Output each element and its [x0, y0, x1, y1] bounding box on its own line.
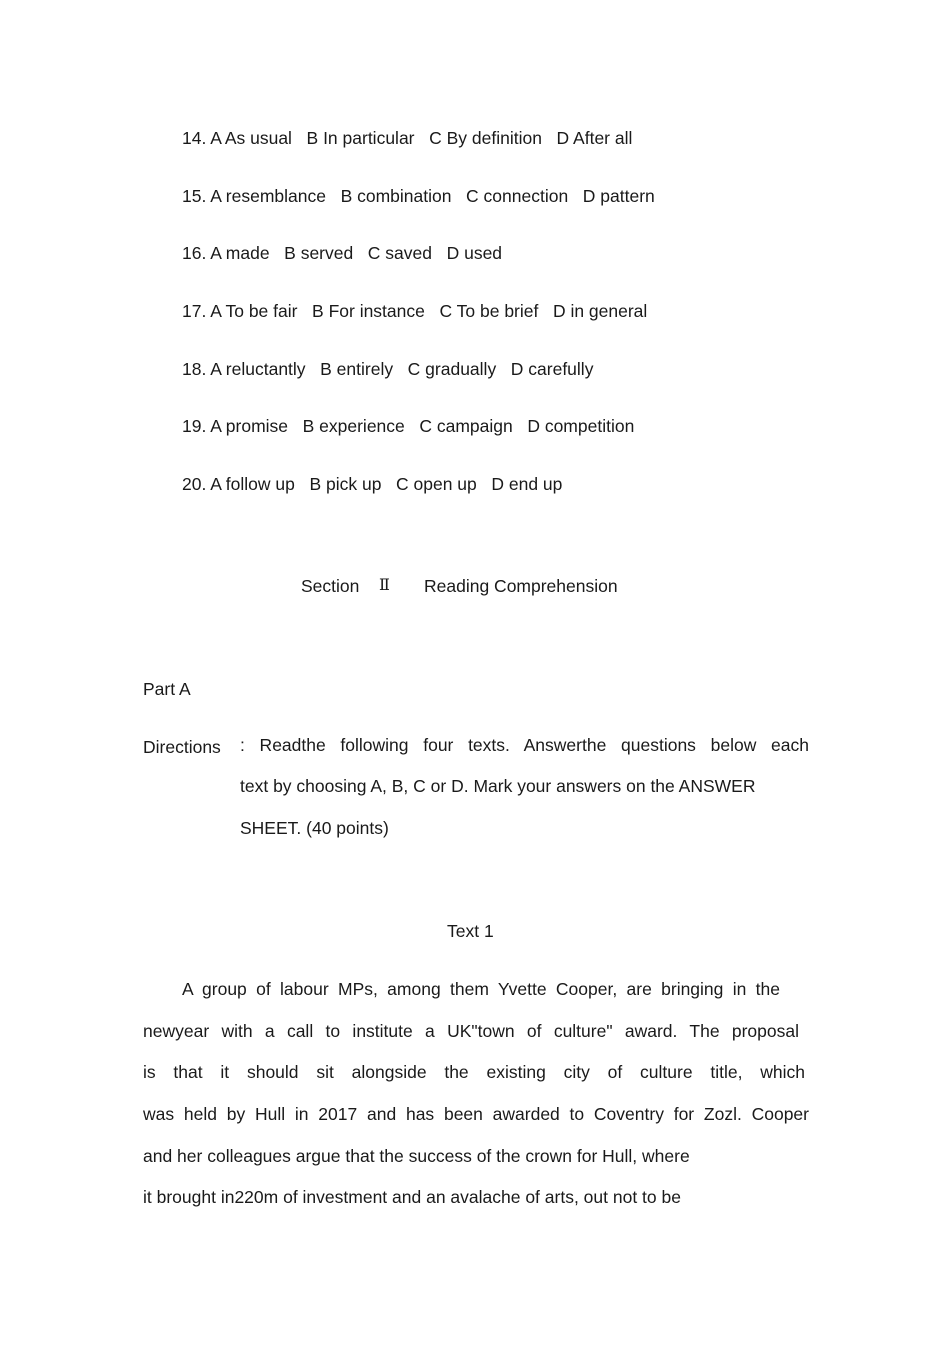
directions-line-3: SHEET. (40 points)	[240, 818, 389, 838]
section-label: Section	[301, 576, 360, 596]
option-line-18: 18. A reluctantly B entirely C gradually D carefully	[182, 359, 594, 379]
option-line-14: 14. A As usual B In particular C By definition D After all	[182, 128, 633, 148]
passage-line-1: A group of labour MPs, among them Yvette Cooper, are bringing in the	[182, 979, 780, 999]
passage-line-6: it brought in220m of investment and an avalache of arts, out not to be	[143, 1187, 681, 1207]
directions-line-1: : Readthe following four texts. Answerthe questions below each	[240, 735, 809, 755]
passage-line-3: is that it should sit alongside the existing city of culture title, which	[143, 1062, 805, 1082]
option-line-17: 17. A To be fair B For instance C To be brief D in general	[182, 301, 648, 321]
option-line-20: 20. A follow up B pick up C open up D end up	[182, 474, 563, 494]
passage-line-2: newyear with a call to institute a UK"town of culture" award. The proposal	[143, 1021, 799, 1041]
directions-label: Directions	[143, 737, 221, 757]
text-title: Text 1	[447, 921, 494, 941]
passage-line-5: and her colleagues argue that the success of the crown for Hull, where	[143, 1146, 690, 1166]
part-heading: Part A	[143, 679, 191, 699]
option-line-15: 15. A resemblance B combination C connection D pattern	[182, 186, 655, 206]
option-line-16: 16. A made B served C saved D used	[182, 243, 503, 263]
section-numeral: Ⅱ	[379, 575, 390, 594]
option-line-19: 19. A promise B experience C campaign D competition	[182, 416, 635, 436]
directions-line-2: text by choosing A, B, C or D. Mark your answers on the ANSWER	[240, 776, 756, 796]
section-title: Reading Comprehension	[424, 576, 618, 596]
passage-line-4: was held by Hull in 2017 and has been awarded to Coventry for Zozl. Cooper	[143, 1104, 809, 1124]
